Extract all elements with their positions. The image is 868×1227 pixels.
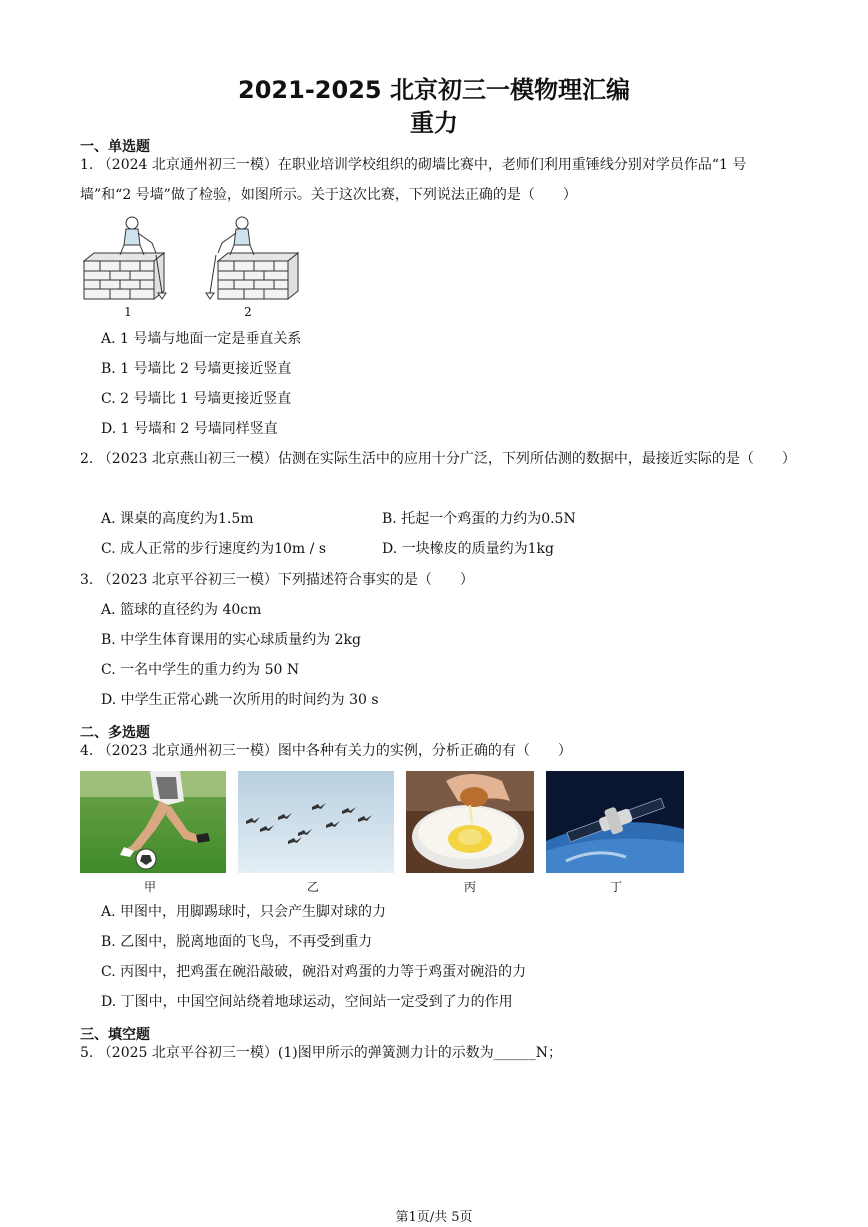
question-4-stem: 4. （2023 北京通州初三一模）图中各种有关力的实例，分析正确的有（ ） [80, 743, 572, 759]
q4-option-a: A. 甲图中，用脚踢球时，只会产生脚对球的力 [101, 904, 387, 920]
q1-figure-label-1: 1 [124, 305, 132, 319]
q4-figure-label-jia: 甲 [143, 880, 156, 894]
q4-figure-label-bing: 丙 [463, 880, 476, 894]
q4-option-b: B. 乙图中，脱离地面的飞鸟，不再受到重力 [101, 934, 373, 950]
q4-figure-label-yi: 乙 [306, 880, 319, 894]
q1-option-b: B. 1 号墙比 2 号墙更接近竖直 [101, 361, 292, 377]
q2-option-a: A. 课桌的高度约为1.5m [101, 511, 254, 527]
doc-title: 2021-2025 北京初三一模物理汇编 [238, 76, 630, 104]
q4-photo-space-station [546, 771, 684, 873]
q3-option-a: A. 篮球的直径约为 40cm [101, 602, 262, 618]
q2-option-d: D. 一块橡皮的质量约为1kg [382, 541, 554, 557]
q2-option-b: B. 托起一个鸡蛋的力约为0.5N [382, 511, 576, 527]
q1-figure-label-2: 2 [244, 305, 252, 319]
question-5-stem: 5. （2025 北京平谷初三一模）(1)图甲所示的弹簧测力计的示数为______N； [80, 1045, 562, 1061]
section-multi-choice: 二、多选题 [80, 725, 150, 741]
q3-option-b: B. 中学生体育课用的实心球质量约为 2kg [101, 632, 361, 648]
q2-option-c: C. 成人正常的步行速度约为10m / s [101, 541, 327, 557]
q4-photo-birds [238, 771, 394, 873]
section-fill-blank: 三、填空题 [80, 1027, 150, 1043]
doc-subtitle: 重力 [410, 109, 458, 137]
q1-option-d: D. 1 号墙和 2 号墙同样竖直 [101, 421, 278, 437]
page-footer: 第1页/共 5页 [395, 1210, 473, 1225]
q4-option-c: C. 丙图中，把鸡蛋在碗沿敲破，碗沿对鸡蛋的力等于鸡蛋对碗沿的力 [101, 964, 527, 980]
q4-option-d: D. 丁图中，中国空间站绕着地球运动，空间站一定受到了力的作用 [101, 994, 513, 1010]
q3-option-d: D. 中学生正常心跳一次所用的时间约为 30 s [101, 692, 379, 708]
q4-photo-egg [406, 771, 534, 873]
q1-figure-walls [80, 213, 300, 305]
q1-option-a: A. 1 号墙与地面一定是垂直关系 [101, 331, 302, 347]
section-single-choice: 一、单选题 [80, 139, 150, 155]
q1-option-c: C. 2 号墙比 1 号墙更接近竖直 [101, 391, 292, 407]
question-3-stem: 3. （2023 北京平谷初三一模）下列描述符合事实的是（ ） [80, 572, 474, 588]
q3-option-c: C. 一名中学生的重力约为 50 N [101, 662, 300, 678]
q4-photo-soccer [80, 771, 226, 873]
question-2-stem: 2. （2023 北京燕山初三一模）估测在实际生活中的应用十分广泛，下列所估测的数据中，最接近实际的是（ ） [80, 451, 796, 467]
q4-figure-label-ding: 丁 [609, 880, 622, 894]
question-1-stem: 1. （2024 北京通州初三一模）在职业培训学校组织的砌墙比赛中，老师们利用重锤线分别对学员作品“1 号墙”和“2 号墙”做了检验，如图所示。关于这次比赛，下列说法正确的是（ ） [80, 157, 747, 203]
